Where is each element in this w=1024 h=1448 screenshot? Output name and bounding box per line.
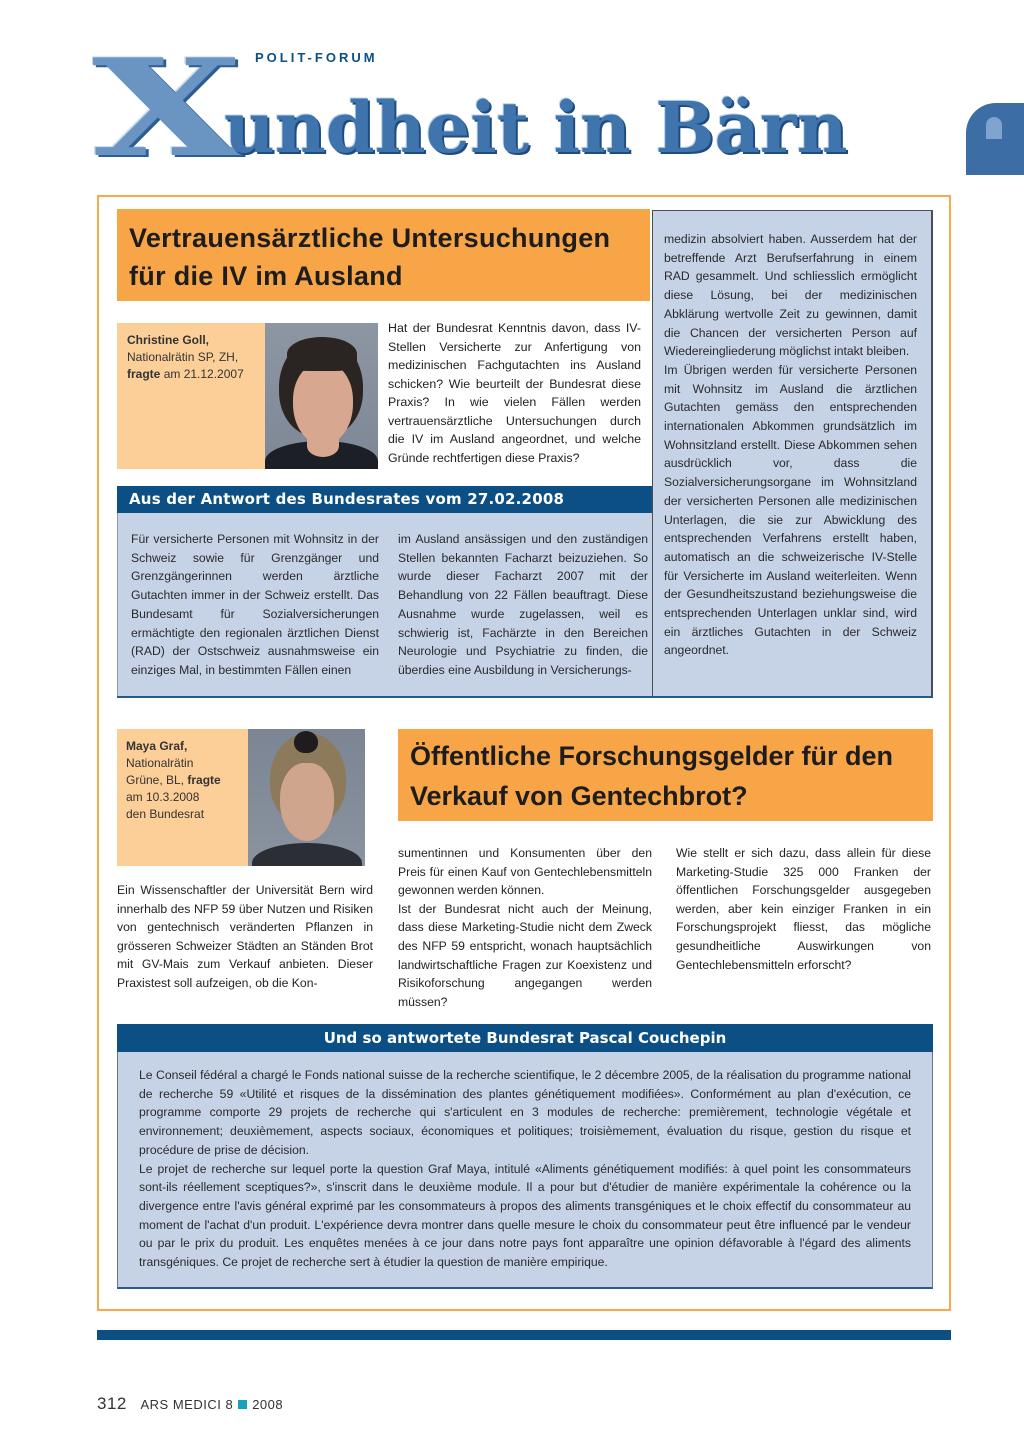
- answer-paragraph: Le projet de recherche sur lequel porte la question Graf Maya, intitulé «Aliments génétiquement modifiés: à quel point les consommateurs sont-ils réellement sceptiques?», s'inscrit dans le deuxième module. Il a pour but d'étudier de manière expérimentale la cohérence ou la divergence entre l'avis général exprimé par les consommateurs à propos des aliments transgéniques et le choix effectif du consommateur au moment de l'achat d'un produit. L'expérience devra montrer dans quelle mesure le choix du consommateur peut être influencé par le vendeur ou par le prix du produit. Les enquêtes menées à ce jour dans notre pays font apparaître une opinion défavorable à l'égard des aliments transgéniques. Ce projet de recherche sert à étudier la question de manière empirique.: [139, 1161, 911, 1270]
- asked-date: am 10.3.2008: [126, 790, 200, 804]
- article1-answer-header: Aus der Antwort des Bundesrates vom 27.02.2008: [117, 486, 652, 513]
- asked-label: fragte: [127, 367, 161, 381]
- article1-question: Hat der Bundesrat Kenntnis davon, dass IV-Stellen Versicherte zur Anfertigung von medizinischen Fachgutachten ins Ausland schicken? Wie beurteilt der Bundesrat diese Praxis? In wie vielen Fällen werden vertrauensärztliche Untersuchungen durch die IV im Ausland angeordnet, und welche Gründe rechtfertigen diese Praxis?: [388, 321, 641, 465]
- author-name: Maya Graf,: [126, 739, 188, 753]
- section-label: POLIT-FORUM: [255, 50, 378, 65]
- article2-question-col2: [398, 844, 652, 1011]
- page-footer: [97, 1394, 283, 1414]
- article1-author-box: [117, 323, 265, 469]
- tower-icon: [956, 93, 1024, 175]
- article2-question-col3: Wie stellt er sich dazu, dass allein für diese Marketing-Studie 325 000 Franken der öffentlichen Forschungsgelder ausgegeben werden, aber kein einziger Franken in ein Forschungsprojekt fliesst, das mögliche gesundheitliche Auswirkungen von Gentechlebensmitteln erforscht?: [676, 846, 931, 972]
- bottom-rule: [97, 1330, 951, 1340]
- addressee: den Bundesrat: [126, 807, 205, 821]
- square-bullet-icon: [238, 1400, 247, 1409]
- article2-author-box: [117, 729, 248, 866]
- journal-year: 2008: [252, 1397, 284, 1412]
- question-paragraph: Ist der Bundesrat nicht auch der Meinung, dass diese Marketing-Studie nicht dem Zweck des NFP 59 entspricht, wonach hauptsächlich landwirtschaftliche Fragen zur Koexistenz und Risikoforschung angegangen werden müssen?: [398, 901, 652, 1009]
- article2-answer-text: [139, 1066, 911, 1272]
- divider: [117, 696, 933, 698]
- author-photo: [265, 323, 378, 469]
- article2-question-col1: Ein Wissenschaftler der Universität Bern wird innerhalb des NFP 59 über Nutzen und Risiken von gentechnisch veränderten Pflanzen in grösseren Schweizer Städten an Ständen Brot mit GV-Mais zum Verkauf anbieten. Dieser Praxistest soll aufzeigen, ob die Kon-: [117, 883, 373, 990]
- article2-title: Öffentliche Forschungsgelder für den Verkauf von Gentechbrot?: [398, 729, 933, 821]
- author-photo: [248, 729, 365, 866]
- page-number: 312: [97, 1394, 127, 1413]
- article1-answer-continued: [652, 210, 933, 698]
- answer-paragraph: Im Übrigen werden für versicherte Personen mit Wohnsitz im Ausland die ärztlichen Gutachten gemäss den entsprechenden internationalen Abkommen grundsätzlich im Wohnsitzland erstellt. Diese Abkommen sehen ausdrücklich vor, dass die Sozialversicherungsorgane im Wohnsitzland der versicherten Personen alle medizinischen Unterlagen, die sie zur Abwicklung des entsprechenden Verfahrens erstellt haben, automatisch an die schweizerische IV-Stelle für Versicherte im Ausland weiterleiten. Wenn der Gesundheitszustand beziehungsweise die entsprechenden Unterlagen unklar sind, wird ein ärztliches Gutachten in der Schweiz angeordnet.: [664, 362, 917, 658]
- author-role: Nationalrätin: [126, 756, 194, 770]
- asked-date: am 21.12.2007: [163, 367, 244, 381]
- masthead-logo: [92, 55, 1024, 175]
- answer-column-2: im Ausland ansässigen und den zuständigen Stellen bekannten Facharzt beizuziehen. So wurde dieser Facharzt 2007 mit der Behandlung von 22 Fällen beauftragt. Diese Ausnahme wurde zugelassen, weil es schwierig ist, Fachärzte in den Bereichen Neurologie und Psychiatrie zu finden, die überdies eine Ausbildung in Versicherungs-: [398, 532, 648, 677]
- author-party: Grüne, BL,: [126, 773, 185, 787]
- question-paragraph: sumentinnen und Konsumenten über den Preis für einen Kauf von Gentechlebensmitteln gewonnen werden können.: [398, 846, 652, 898]
- answer-paragraph: Le Conseil fédéral a chargé le Fonds national suisse de la recherche scientifique, le 2 décembre 2005, de la réalisation du programme national de recherche 59 «Utilité et risques de la dissémination des plantes génétiquement modifiées». Conformément au plan d'exécution, ce programme comporte 29 projets de recherche qui s'articulent en 3 modules de recherche: premièrement, technologie végétale et environnement; deuxièmement, aspects sociaux, économiques et politiques; troisièmement, évaluation du risque, gestion du risque et procédure de prise de décision.: [139, 1068, 911, 1157]
- article1-title: Vertrauensärztliche Untersuchungen für die IV im Ausland: [117, 209, 650, 301]
- author-role: Nationalrätin SP, ZH,: [127, 350, 239, 364]
- asked-label: fragte: [187, 773, 221, 787]
- masthead-title: undheit in Bärn: [224, 86, 848, 169]
- answer-column-3: [664, 230, 917, 660]
- article2-answer-header: Und so antwortete Bundesrat Pascal Couchepin: [117, 1024, 933, 1052]
- author-name: Christine Goll,: [127, 333, 210, 347]
- masthead-initial: X: [92, 55, 243, 175]
- journal-name: ARS MEDICI 8: [140, 1397, 234, 1412]
- answer-paragraph: medizin absolviert haben. Ausserdem hat der betreffende Arzt Berufserfahrung in einem RAD gesammelt. Und schliesslich ermöglicht diese Lösung, bei der medizinischen Abklärung wertvolle Zeit zu gewinnen, damit die Chancen der versicherten Person auf Wiedereingliederung möglichst intakt bleiben.: [664, 232, 917, 359]
- answer-column-1: Für versicherte Personen mit Wohnsitz in der Schweiz sowie für Grenzgänger und Grenzgängerinnen werden ärztliche Gutachten immer in der Schweiz erstellt. Das Bundesamt für Sozialversicherungen ermächtigte den regionalen ärztlichen Dienst (RAD) der Ostschweiz ausnahmsweise ein einziges Mal, in bestimmten Fällen einen: [131, 532, 379, 677]
